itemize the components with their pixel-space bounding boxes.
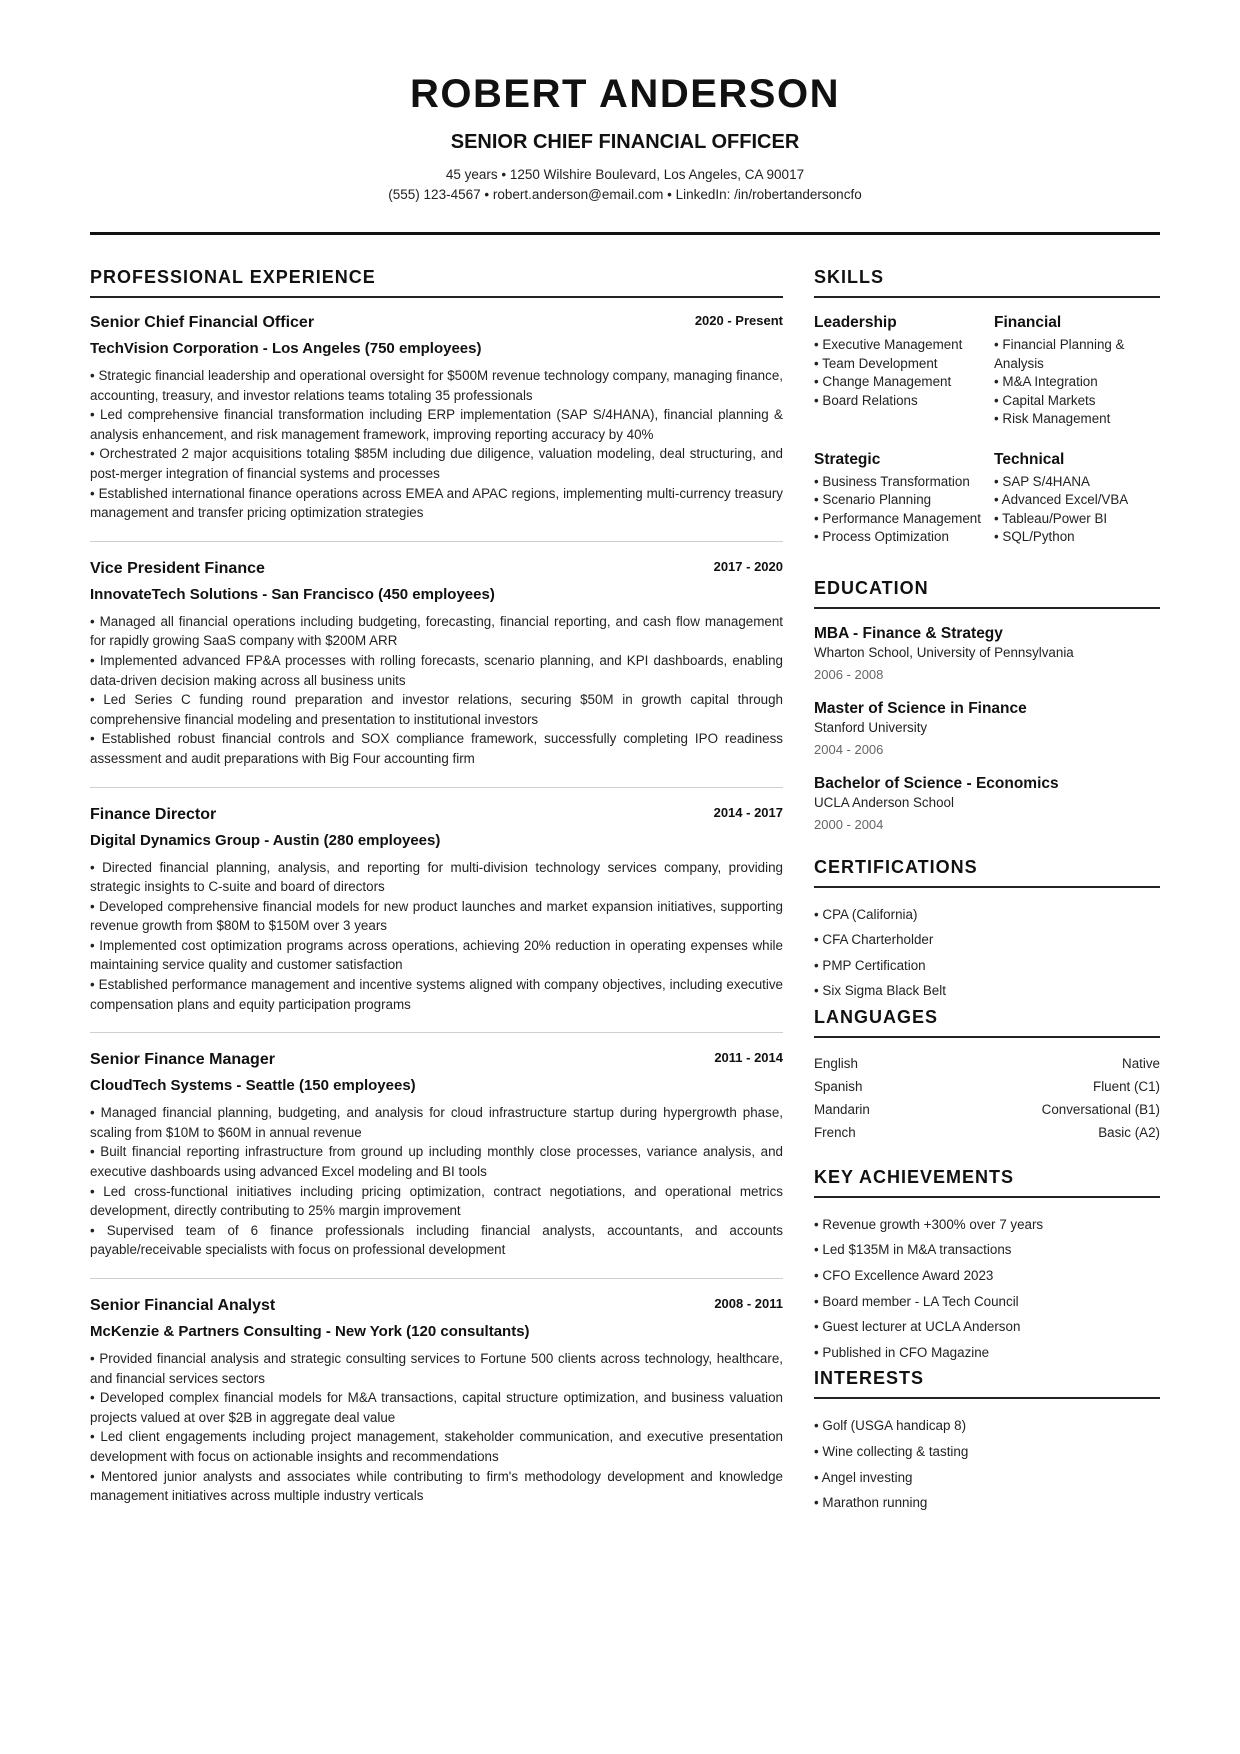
job-bullet: • Developed complex financial models for M&A transactions, capital structure optimization, and business valuation projects valued at over $2B in aggregate deal value bbox=[90, 1390, 783, 1425]
job-company: CloudTech Systems - Seattle (150 employees) bbox=[90, 1077, 416, 1095]
job-bullet: • Directed financial planning, analysis, and reporting for multi-division technology services company, providing strategic insights to C-suite and board of directors bbox=[90, 859, 783, 895]
language-name: English bbox=[814, 1055, 858, 1071]
certification-item: • CFA Charterholder bbox=[814, 932, 934, 948]
skill-group-title: Technical bbox=[994, 450, 1065, 468]
contact-line-2: (555) 123-4567 • robert.anderson@email.com • LinkedIn: /in/robertandersoncfo bbox=[388, 187, 862, 202]
skill-item: • Financial Planning & Analysis bbox=[994, 337, 1125, 371]
education-list bbox=[814, 623, 1160, 834]
job-bullet: • Established international finance operations across EMEA and APAC regions, implementing multi-currency treasury management and transfer pricing optimization strategies bbox=[90, 485, 783, 521]
education-entry bbox=[814, 698, 1160, 759]
job-dates: 2011 - 2014 bbox=[714, 1050, 783, 1066]
skill-item: • M&A Integration bbox=[994, 374, 1098, 389]
language-name: French bbox=[814, 1124, 856, 1140]
certifications-heading: CERTIFICATIONS bbox=[814, 854, 1160, 888]
language-level: Conversational (B1) bbox=[1041, 1101, 1160, 1117]
job-bullet: • Provided financial analysis and strategic consulting services to Fortune 500 clients across technology, healthcare, and financial services sectors bbox=[90, 1351, 783, 1386]
job-bullet: • Led comprehensive financial transformation including ERP implementation (SAP S/4HANA), financial planning & analysis enhancement, and risk management framework, improving reporting accuracy by 40% bbox=[90, 407, 783, 442]
education-years: 2000 - 2004 bbox=[814, 816, 884, 832]
achievement-item: • Revenue growth +300% over 7 years bbox=[814, 1216, 1044, 1232]
language-name: Mandarin bbox=[814, 1101, 870, 1117]
language-row bbox=[814, 1098, 1160, 1121]
certification-item: • Six Sigma Black Belt bbox=[814, 983, 946, 999]
skill-item: • Business Transformation bbox=[814, 473, 970, 489]
job-entry bbox=[90, 312, 783, 542]
job-entry bbox=[90, 558, 783, 788]
job-bullet: • Mentored junior analysts and associates while contributing to firm's methodology development and knowledge management initiatives across multiple industry verticals bbox=[90, 1468, 783, 1504]
language-level: Basic (A2) bbox=[1098, 1124, 1160, 1140]
education-school: Wharton School, University of Pennsylvania bbox=[814, 644, 1074, 660]
achievement-item: • Board member - LA Tech Council bbox=[814, 1293, 1019, 1309]
job-entry bbox=[90, 1049, 783, 1279]
languages-heading: LANGUAGES bbox=[814, 1004, 1160, 1038]
experience-column bbox=[90, 264, 783, 1540]
education-school: Stanford University bbox=[814, 719, 928, 735]
job-bullet: • Led cross-functional initiatives including pricing optimization, contract negotiations, and operational metrics development, directly contributing to 25% margin improvement bbox=[90, 1183, 783, 1219]
skill-item: • Change Management bbox=[814, 374, 952, 389]
job-dates: 2020 - Present bbox=[694, 313, 783, 328]
skill-item: • SQL/Python bbox=[994, 529, 1075, 544]
job-bullet: • Managed financial planning, budgeting, and analysis for cloud infrastructure startup during hypergrowth phase, scaling from $10M to $60M in annual revenue bbox=[90, 1105, 783, 1140]
skills-grid bbox=[814, 312, 1160, 547]
skill-group bbox=[994, 312, 1160, 429]
job-bullet: • Implemented advanced FP&A processes with rolling forecasts, scenario planning, and KPI dashboards, enabling data-driven decision making across all business units bbox=[90, 652, 783, 688]
job-entry bbox=[90, 804, 783, 1034]
achievement-item: • Published in CFO Magazine bbox=[814, 1344, 990, 1360]
job-bullet: • Developed comprehensive financial models for new product launches and market expansion initiatives, supporting revenue growth from $80M to $150M over 3 years bbox=[90, 898, 783, 934]
interest-item: • Wine collecting & tasting bbox=[814, 1444, 969, 1460]
resume-header bbox=[90, 66, 1160, 205]
candidate-name: ROBERT ANDERSON bbox=[410, 72, 840, 116]
skills-heading: SKILLS bbox=[814, 264, 1160, 298]
language-level: Fluent (C1) bbox=[1093, 1078, 1160, 1094]
job-bullet: • Established robust financial controls and SOX compliance framework, successfully completing IPO readiness assessment and audit preparations with Big Four accounting firm bbox=[90, 731, 783, 766]
job-bullet: • Led Series C funding round preparation and investor relations, securing $50M in growth capital through comprehensive financial modeling and presentation to institutional investors bbox=[90, 692, 783, 727]
job-bullets bbox=[90, 858, 783, 1015]
certifications-list bbox=[814, 902, 1160, 1004]
skill-item: • Executive Management bbox=[814, 337, 963, 352]
job-bullet: • Led client engagements including project management, stakeholder communication, and executive presentation development with focus on actionable insights and recommendations bbox=[90, 1429, 783, 1464]
job-bullet: • Established performance management and incentive systems aligned with company objectives, including executive compensation plans and equity participation programs bbox=[90, 977, 783, 1012]
sidebar-column bbox=[814, 264, 1160, 1516]
interests-list bbox=[814, 1413, 1160, 1515]
achievement-item: • Guest lecturer at UCLA Anderson bbox=[814, 1319, 1021, 1335]
job-company: Digital Dynamics Group - Austin (280 employees) bbox=[90, 831, 441, 849]
job-dates: 2014 - 2017 bbox=[713, 804, 783, 820]
achievements-list bbox=[814, 1212, 1160, 1366]
interest-item: • Golf (USGA handicap 8) bbox=[814, 1418, 967, 1434]
job-bullets bbox=[90, 1349, 783, 1506]
skill-item: • Team Development bbox=[814, 355, 938, 371]
job-company: InnovateTech Solutions - San Francisco (450 employees) bbox=[90, 585, 495, 603]
education-heading: EDUCATION bbox=[814, 575, 1160, 609]
skill-group-title: Financial bbox=[994, 314, 1062, 331]
job-bullet: • Orchestrated 2 major acquisitions totaling $85M including due diligence, valuation modeling, deal structuring, and post-merger integration of financial systems and processes bbox=[90, 446, 783, 481]
job-company: TechVision Corporation - Los Angeles (750 employees) bbox=[90, 340, 482, 357]
education-degree: MBA - Finance & Strategy bbox=[814, 624, 1003, 642]
skill-item: • SAP S/4HANA bbox=[994, 473, 1090, 489]
header-divider bbox=[90, 232, 1160, 235]
certification-item: • PMP Certification bbox=[814, 957, 926, 973]
job-bullet: • Managed all financial operations including budgeting, forecasting, financial reporting, and cash flow management for rapidly growing SaaS company with $200M ARR bbox=[90, 613, 783, 649]
job-bullets bbox=[90, 366, 783, 523]
skill-item: • Process Optimization bbox=[814, 529, 949, 544]
job-dates: 2008 - 2011 bbox=[714, 1296, 783, 1311]
education-entry bbox=[814, 773, 1160, 834]
skill-item: • Risk Management bbox=[994, 411, 1111, 426]
education-years: 2004 - 2006 bbox=[814, 741, 884, 757]
language-level: Native bbox=[1122, 1055, 1160, 1071]
job-bullet: • Built financial reporting infrastructure from ground up including monthly close processes, variance analysis, and executive dashboards using advanced Excel modeling and BI tools bbox=[90, 1144, 783, 1180]
job-bullets bbox=[90, 612, 783, 769]
skill-group-title: Leadership bbox=[814, 314, 897, 331]
language-row bbox=[814, 1075, 1160, 1098]
skill-item: • Tableau/Power BI bbox=[994, 510, 1108, 526]
education-degree: Bachelor of Science - Economics bbox=[814, 774, 1059, 792]
achievements-heading: KEY ACHIEVEMENTS bbox=[814, 1164, 1160, 1198]
job-bullet: • Implemented cost optimization programs across operations, achieving 20% reduction in operating expenses while maintaining service quality and customer satisfaction bbox=[90, 937, 783, 973]
interest-item: • Angel investing bbox=[814, 1469, 913, 1485]
job-bullet: • Supervised team of 6 finance professionals including financial analysts, accountants, and accounts payable/receivable specialists with focus on professional development bbox=[90, 1222, 783, 1258]
contact-line-1: 45 years • 1250 Wilshire Boulevard, Los Angeles, CA 90017 bbox=[445, 167, 805, 182]
job-role: Senior Financial Analyst bbox=[90, 1297, 276, 1314]
job-company: McKenzie & Partners Consulting - New York (120 consultants) bbox=[90, 1323, 530, 1340]
candidate-title: SENIOR CHIEF FINANCIAL OFFICER bbox=[450, 131, 800, 153]
language-row bbox=[814, 1121, 1160, 1144]
skill-group bbox=[814, 312, 994, 429]
skill-item: • Scenario Planning bbox=[814, 492, 932, 507]
job-role: Finance Director bbox=[90, 805, 217, 823]
skill-group bbox=[994, 449, 1160, 547]
skill-group-title: Strategic bbox=[814, 450, 881, 468]
skill-group bbox=[814, 449, 994, 547]
skill-item: • Capital Markets bbox=[994, 392, 1096, 408]
education-degree: Master of Science in Finance bbox=[814, 699, 1027, 717]
certification-item: • CPA (California) bbox=[814, 906, 918, 922]
education-school: UCLA Anderson School bbox=[814, 794, 954, 810]
education-entry bbox=[814, 623, 1160, 684]
job-bullets bbox=[90, 1103, 783, 1260]
education-years: 2006 - 2008 bbox=[814, 666, 884, 682]
skill-item: • Advanced Excel/VBA bbox=[994, 492, 1129, 507]
job-entry bbox=[90, 1295, 783, 1524]
job-bullet: • Strategic financial leadership and operational oversight for $500M revenue technology company, managing finance, accounting, treasury, and investor relations teams totaling 35 professionals bbox=[90, 368, 783, 403]
achievement-item: • CFO Excellence Award 2023 bbox=[814, 1268, 994, 1284]
interests-heading: INTERESTS bbox=[814, 1365, 1160, 1399]
skill-item: • Performance Management bbox=[814, 510, 981, 526]
job-dates: 2017 - 2020 bbox=[713, 558, 783, 574]
experience-heading: PROFESSIONAL EXPERIENCE bbox=[90, 264, 783, 298]
language-name: Spanish bbox=[814, 1078, 863, 1094]
achievement-item: • Led $135M in M&A transactions bbox=[814, 1242, 1012, 1258]
language-row bbox=[814, 1052, 1160, 1075]
skill-item: • Board Relations bbox=[814, 392, 918, 408]
interest-item: • Marathon running bbox=[814, 1495, 928, 1511]
languages-list bbox=[814, 1052, 1160, 1144]
job-role: Vice President Finance bbox=[90, 559, 265, 577]
job-role: Senior Finance Manager bbox=[90, 1051, 275, 1069]
job-role: Senior Chief Financial Officer bbox=[90, 314, 315, 331]
